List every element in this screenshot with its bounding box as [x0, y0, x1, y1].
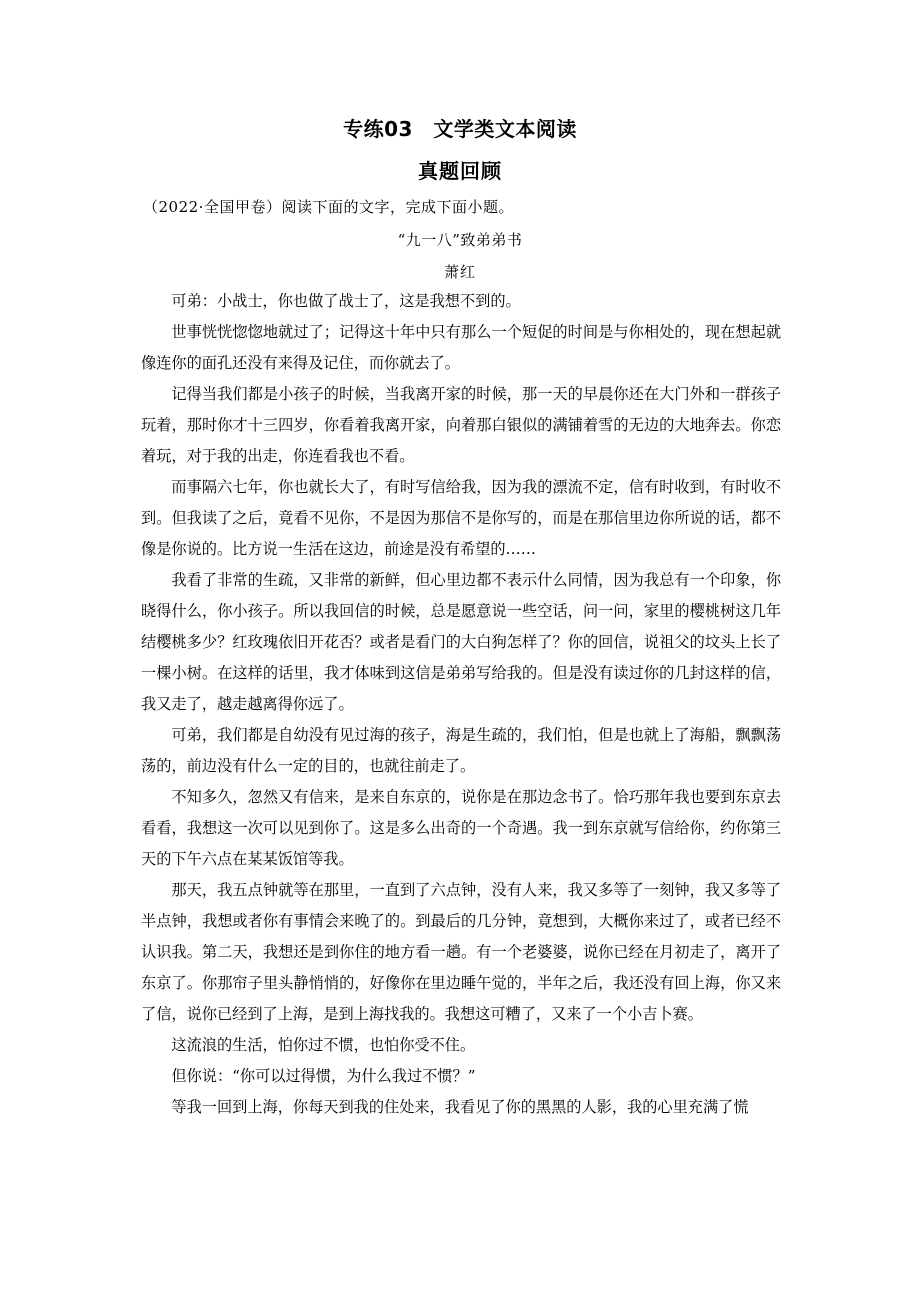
essay-body [141, 286, 781, 1123]
section-subtitle: 真题回顾 [418, 159, 502, 183]
question-source: （2022·全国甲卷）阅读下面的文字，完成下面小题。 [143, 198, 514, 216]
paragraph: 可弟，我们都是自幼没有见过海的孩子，海是生疏的，我们怕，但是也就上了海船，飘飘荡荡的，前边没有什么一定的目的，也就往前走了。 [141, 726, 781, 775]
paragraph: 可弟：小战士，你也做了战士了，这是我想不到的。 [171, 292, 521, 310]
paragraph: 这流浪的生活，怕你过不惯，也怕你受不住。 [171, 1036, 476, 1054]
page-title: 专练03 文学类文本阅读 [343, 117, 577, 141]
paragraph: 但你说：“你可以过得惯，为什么我过不惯？” [171, 1067, 476, 1085]
paragraph: 不知多久，忽然又有信来，是来自东京的，说你是在那边念书了。恰巧那年我也要到东京去看看，我想这一次可以见到你了。这是多么出奇的一个奇遇。我一到东京就写信给你，约你第三天的下午六点在某某饭馆等我。 [141, 788, 781, 868]
paragraph: 我看了非常的生疏，又非常的新鲜，但心里边都不表示什么同情，因为我总有一个印象，你晓得什么，你小孩子。所以我回信的时候，总是愿意说一些空话，问一问，家里的樱桃树这几年结樱桃多少？红玫瑰依旧开花否？或者是看门的大白狗怎样了？你的回信，说祖父的坟头上长了一棵小树。在这样的话里，我才体味到这信是弟弟写给我的。但是没有读过你的几封这样的信，我又走了，越走越离得你远了。 [141, 571, 781, 713]
paragraph: 世事恍恍惚惚地就过了；记得这十年中只有那么一个短促的时间是与你相处的，现在想起就像连你的面孔还没有来得及记住，而你就去了。 [141, 323, 781, 372]
paragraph: 而事隔六七年，你也就长大了，有时写信给我，因为我的漂流不定，信有时收到，有时收不到。但我读了之后，竟看不见你，不是因为那信不是你写的，而是在那信里边你所说的话，都不像是你说的。比方说一生活在这边，前途是没有希望的…… [141, 478, 781, 558]
essay-author: 萧红 [443, 263, 476, 281]
paragraph: 记得当我们都是小孩子的时候，当我离开家的时候，那一天的早晨你还在大门外和一群孩子玩着，那时你才十三四岁，你看着我离开家，向着那白银似的满铺着雪的无边的大地奔去。你恋着玩，对于我的出走，你连看我也不看。 [141, 385, 781, 465]
paragraph: 等我一回到上海，你每天到我的住处来，我看见了你的黑黑的人影，我的心里充满了慌 [171, 1098, 749, 1116]
paragraph: 那天，我五点钟就等在那里，一直到了六点钟，没有人来，我又多等了一刻钟，我又多等了半点钟，我想或者你有事情会来晚了的。到最后的几分钟，竟想到，大概你来过了，或者已经不认识我。第二天，我想还是到你住的地方看一趟。有一个老婆婆，说你已经在月初走了，离开了东京了。你那帘子里头静悄悄的，好像你在里边睡午觉的，半年之后，我还没有回上海，你又来了信，说你已经到了上海，是到上海找我的。我想这可糟了，又来了一个小吉卜赛。 [141, 881, 781, 1023]
essay-title: “九一八”致弟弟书 [397, 231, 523, 249]
